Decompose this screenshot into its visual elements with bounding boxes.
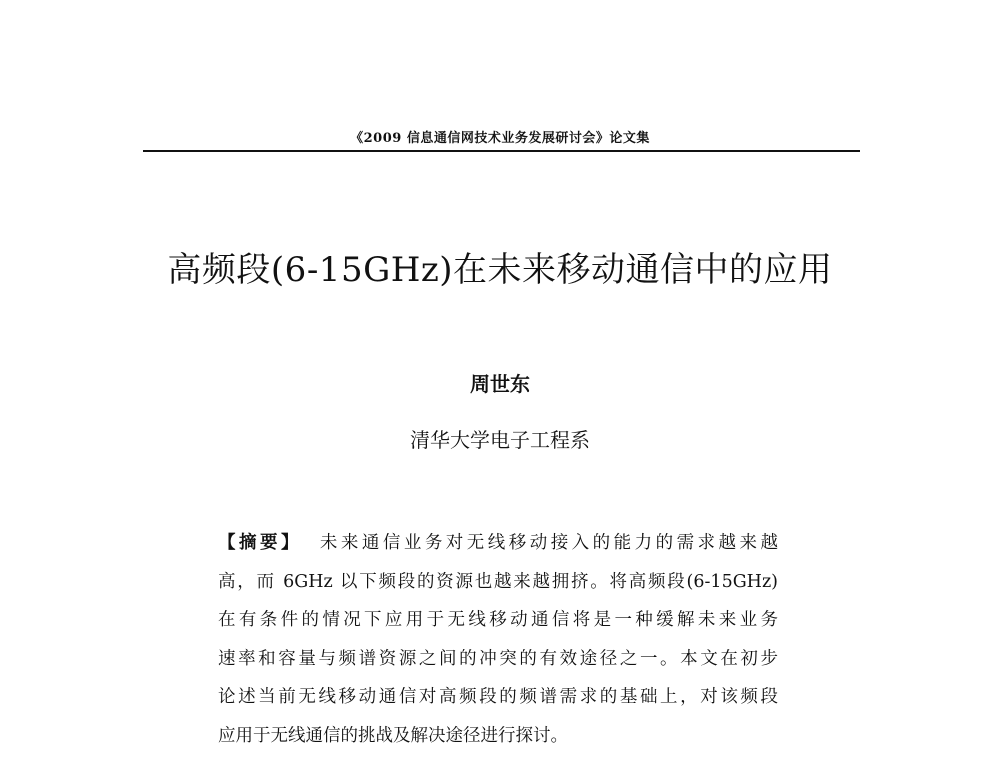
abstract-label: 【摘要】 [218,533,302,553]
abstract-line: 速率和容量与频谱资源之间的冲突的有效途径之一。本文在初步 [218,648,778,669]
abstract-line: 高，而 6GHz 以下频段的资源也越来越拥挤。将高频段(6-15GHz) [218,571,778,592]
abstract-line: 在有条件的情况下应用于无线移动通信将是一种缓解未来业务 [218,610,778,630]
abstract [218,524,778,755]
abstract-line [218,524,778,563]
abstract-text: 未来通信业务对无线移动接入的能力的需求越来越 [319,533,779,553]
abstract-line: 应用于无线通信的挑战及解决途径进行探讨。 [218,725,568,746]
running-head: 《2009 信息通信网技术业务发展研讨会》论文集 [350,131,650,146]
header-rule [143,150,860,152]
author-name: 周世东 [470,372,530,396]
paper-title: 高频段(6-15GHz)在未来移动通信中的应用 [167,250,833,290]
abstract-line: 论述当前无线移动通信对高频段的频谱需求的基础上，对该频段 [218,687,778,707]
author-affiliation: 清华大学电子工程系 [410,428,590,452]
